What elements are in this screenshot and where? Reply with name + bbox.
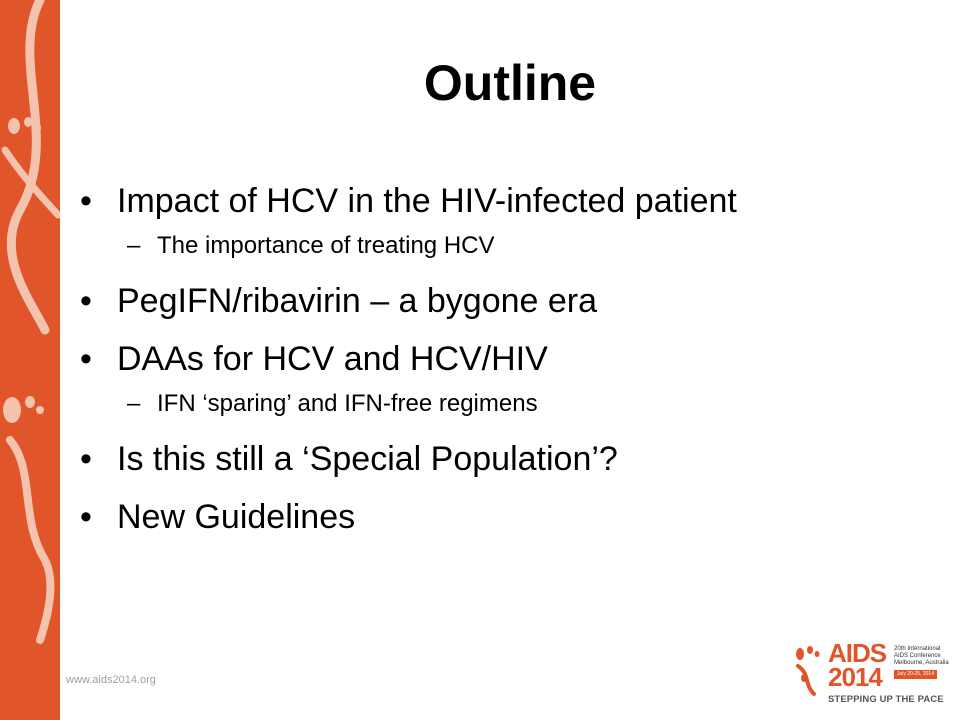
sub-bullet-item <box>80 224 940 268</box>
bullet-item: • DAAs for HCV and HCV/HIV <box>80 330 940 388</box>
sub-bullet-marker: – <box>127 390 141 417</box>
logo-conference-name: 20th International AIDS Conference <box>894 646 941 659</box>
sub-bullet-item <box>80 382 940 426</box>
logo-aids-text: AIDS <box>828 638 887 668</box>
bullet-item: • PegIFN/ribavirin – a bygone era <box>80 272 940 330</box>
logo-conference-text <box>894 646 954 667</box>
sub-bullet-text: The importance of treating HCV <box>157 232 495 259</box>
logo-location: Melbourne, Australia <box>894 660 949 666</box>
bullet-item: • Is this still a ‘Special Population’? <box>80 430 940 488</box>
bullet-item: • New Guidelines <box>80 488 940 546</box>
slide-title: Outline <box>423 55 597 111</box>
footprint-figure-icon <box>790 644 826 704</box>
ribbon-footprints-graphic <box>0 0 60 720</box>
bullet-item: • Impact of HCV in the HIV-infected patient <box>80 172 940 230</box>
logo-dates-badge: July 20-25, 2014 <box>894 670 937 679</box>
sub-bullet-marker: – <box>127 232 141 259</box>
logo-tagline: STEPPING UP THE PACE <box>828 694 944 705</box>
bullet-list <box>80 172 940 546</box>
logo-year-text: 2014 <box>828 662 882 692</box>
conference-logo <box>790 640 950 712</box>
sub-bullet-text: IFN ‘sparing’ and IFN-free regimens <box>157 390 538 417</box>
decorative-side-bar <box>0 0 60 720</box>
footer-url: www.aids2014.org <box>66 674 156 686</box>
